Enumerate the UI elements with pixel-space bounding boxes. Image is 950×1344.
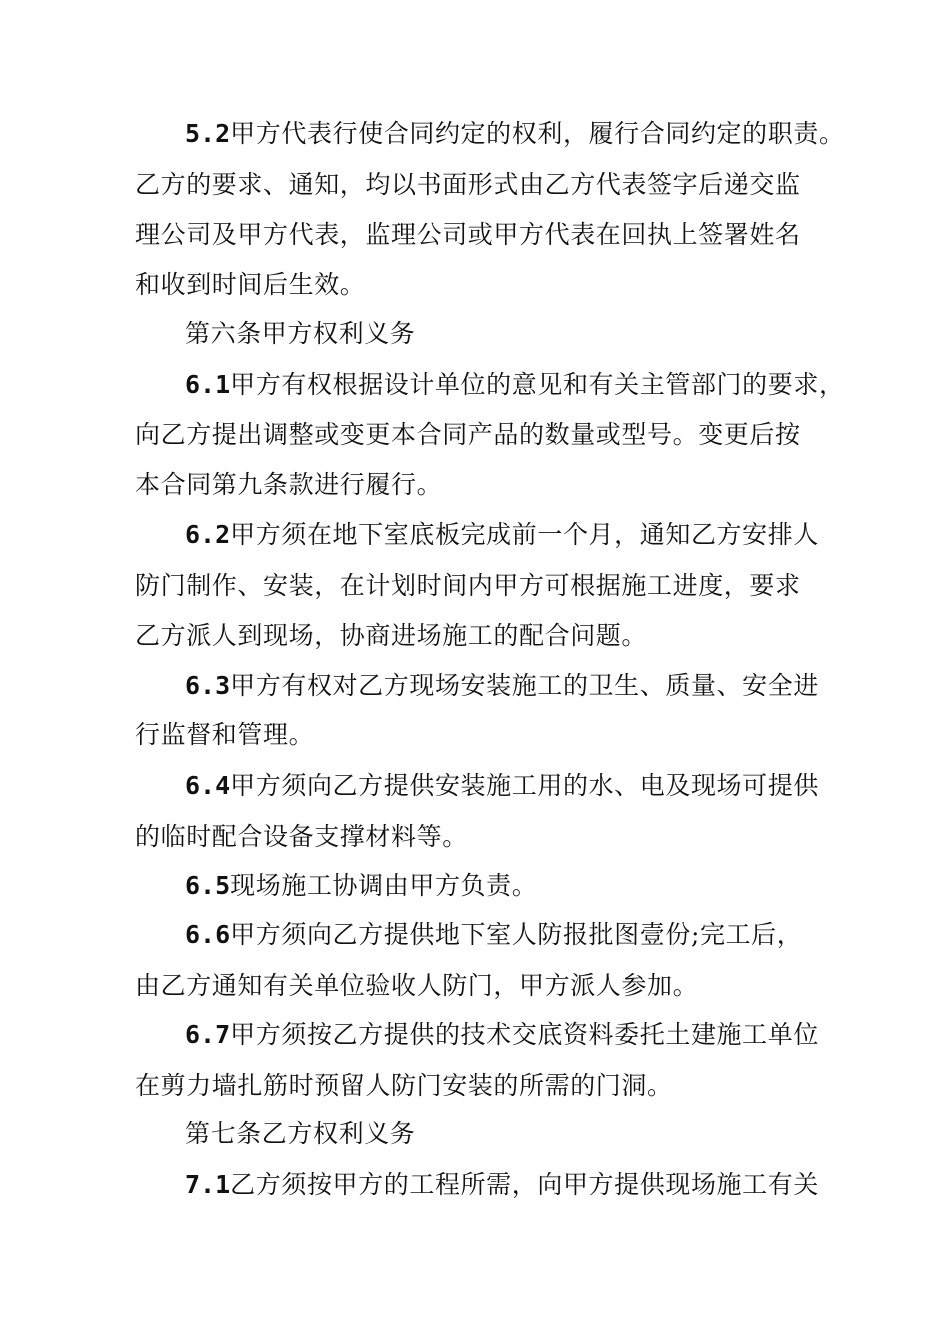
clause-text: 行监督和管理。 — [135, 720, 315, 749]
clause-number: 6.3 — [185, 671, 231, 700]
clause-text: 甲方有权根据设计单位的意见和有关主管部门的要求， — [230, 370, 845, 399]
clause-text: 防门制作、安装，在计划时间内甲方可根据施工进度，要求 — [135, 571, 801, 600]
clause-number: 6.2 — [185, 520, 231, 549]
paragraph-line — [135, 569, 801, 603]
clause-text: 甲方代表行使合同约定的权利，履行合同约定的职责。 — [230, 119, 845, 148]
paragraph-line — [135, 418, 801, 452]
paragraph-line — [135, 268, 365, 302]
paragraph-line — [135, 619, 647, 653]
clause-text: 甲方有权对乙方现场安装施工的卫生、质量、安全进 — [230, 671, 819, 700]
clause-text: 和收到时间后生效。 — [135, 270, 366, 299]
paragraph-line — [135, 969, 698, 1003]
paragraph-first-line — [185, 117, 845, 151]
article-heading: 第六条甲方权利义务 — [185, 319, 416, 348]
clause-text: 乙方的要求、通知，均以书面形式由乙方代表签字后递交监 — [135, 170, 801, 199]
clause-number: 7.1 — [185, 1170, 231, 1199]
paragraph-first-line — [185, 669, 819, 703]
clause-text: 甲方须按乙方提供的技术交底资料委托土建施工单位 — [230, 1020, 819, 1049]
clause-number: 6.6 — [185, 920, 231, 949]
paragraph-first-line — [185, 1117, 415, 1151]
clause-number: 6.4 — [185, 771, 231, 800]
paragraph-line — [135, 718, 314, 752]
paragraph-line — [135, 1069, 673, 1103]
paragraph-first-line — [185, 1168, 819, 1202]
paragraph-first-line — [185, 368, 845, 402]
clause-text: 甲方须向乙方提供地下室人防报批图壹份;完工后， — [230, 920, 803, 949]
clause-text: 现场施工协调由甲方负责。 — [230, 871, 538, 900]
clause-number: 5.2 — [185, 119, 231, 148]
clause-text: 在剪力墙扎筋时预留人防门安装的所需的门洞。 — [135, 1071, 673, 1100]
paragraph-first-line — [185, 769, 819, 803]
clause-text: 甲方须向乙方提供安装施工用的水、电及现场可提供 — [230, 771, 819, 800]
clause-text: 本合同第九条款进行履行。 — [135, 470, 443, 499]
paragraph-line — [135, 218, 801, 252]
paragraph-first-line — [185, 1018, 819, 1052]
paragraph-line — [135, 168, 801, 202]
clause-number: 6.7 — [185, 1020, 231, 1049]
clause-number: 6.1 — [185, 370, 231, 399]
paragraph-line — [135, 820, 468, 854]
paragraph-first-line — [185, 317, 415, 351]
clause-text: 理公司及甲方代表，监理公司或甲方代表在回执上签署姓名 — [135, 220, 801, 249]
clause-text: 乙方派人到现场，协商进场施工的配合问题。 — [135, 621, 648, 650]
clause-text: 甲方须在地下室底板完成前一个月，通知乙方安排人 — [230, 520, 819, 549]
paragraph-line — [135, 468, 442, 502]
clause-text: 乙方须按甲方的工程所需，向甲方提供现场施工有关 — [230, 1170, 819, 1199]
article-heading: 第七条乙方权利义务 — [185, 1119, 416, 1148]
paragraph-first-line — [185, 518, 819, 552]
clause-number: 6.5 — [185, 871, 231, 900]
clause-text: 向乙方提出调整或变更本合同产品的数量或型号。变更后按 — [135, 420, 801, 449]
paragraph-first-line — [185, 918, 802, 952]
clause-text: 由乙方通知有关单位验收人防门，甲方派人参加。 — [135, 971, 699, 1000]
clause-text: 的临时配合设备支撑材料等。 — [135, 822, 468, 851]
paragraph-first-line — [185, 869, 537, 903]
